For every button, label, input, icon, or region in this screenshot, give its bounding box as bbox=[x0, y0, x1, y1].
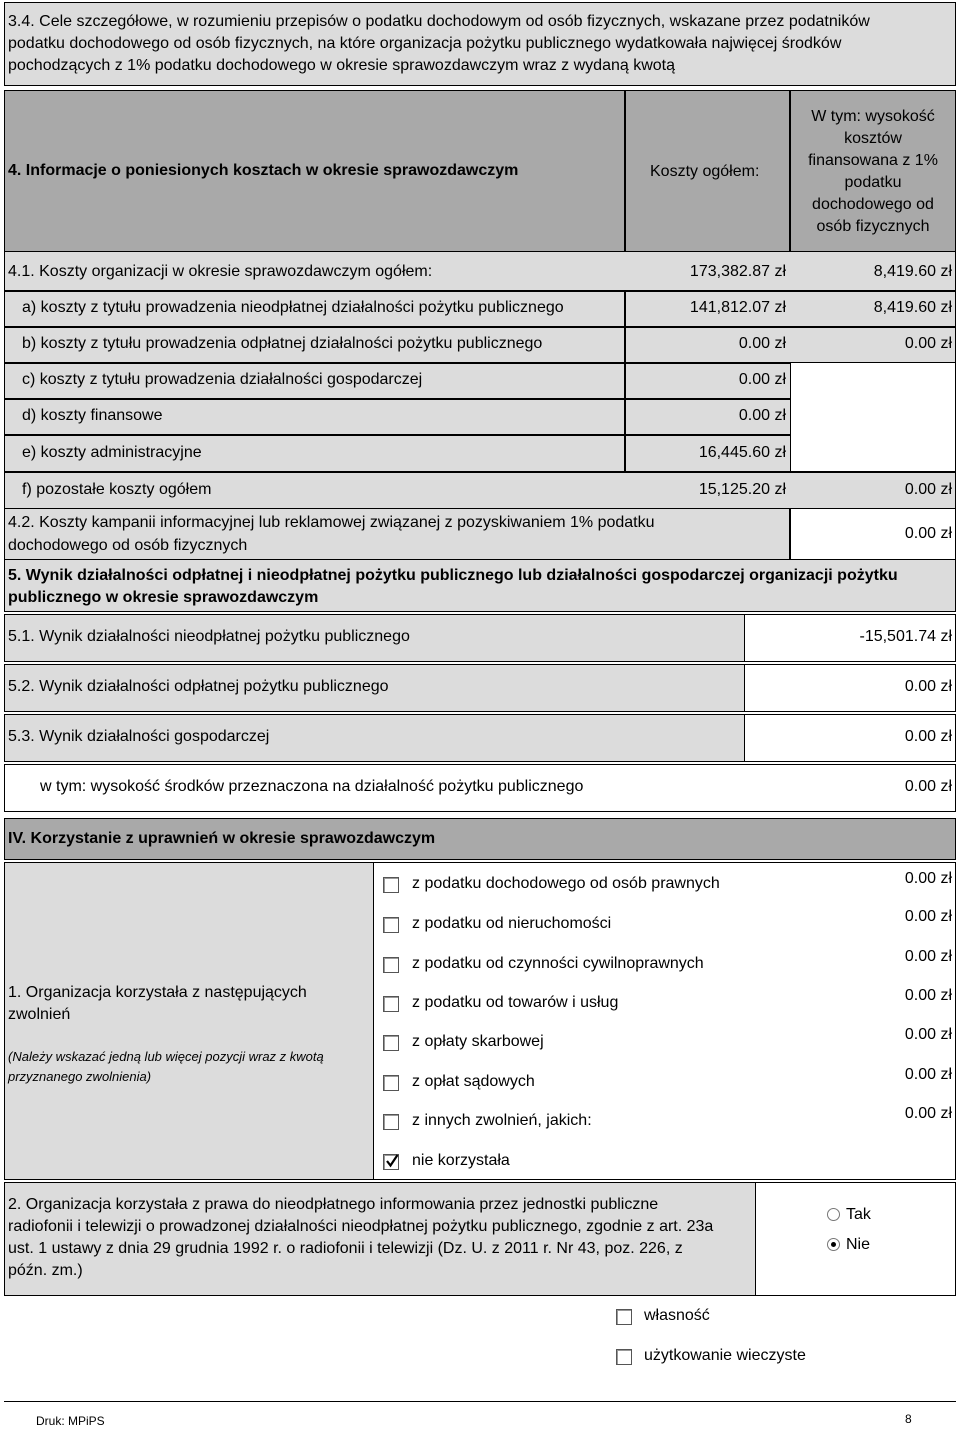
exemption-checkbox-vat[interactable] bbox=[383, 996, 399, 1012]
perpetual-usufruct-label: użytkowanie wieczyste bbox=[644, 1347, 806, 1364]
ownership-checkbox[interactable] bbox=[616, 1309, 632, 1325]
row-5-1-value: -15,501.74 zł bbox=[859, 628, 952, 645]
exemption-checkbox-property[interactable] bbox=[383, 917, 399, 933]
row-5-1-label: 5.1. Wynik działalności nieodpłatnej pożytku publicznego bbox=[8, 628, 410, 645]
row-5-2-label: 5.2. Wynik działalności odpłatnej pożytku publicznego bbox=[8, 678, 389, 695]
row-c-label: c) koszty z tytułu prowadzenia działalności gospodarczej bbox=[22, 371, 423, 388]
row-4-2-line1: 4.2. Koszty kampanii informacyjnej lub reklamowej związanej z pozyskiwaniem 1% podatku bbox=[8, 514, 655, 531]
ownership-label: własność bbox=[644, 1307, 710, 1324]
exemption-checkbox-pcc[interactable] bbox=[383, 957, 399, 973]
footer-print: Druk: MPiPS bbox=[36, 1414, 105, 1428]
row-4-2-value: 0.00 zł bbox=[904, 525, 952, 542]
footer-page-number: 8 bbox=[905, 1412, 912, 1426]
row-d-total: 0.00 zł bbox=[738, 407, 786, 424]
row-f-divider bbox=[4, 471, 956, 473]
row-e-divider bbox=[4, 434, 790, 436]
exemption-checkbox-stamp[interactable] bbox=[383, 1035, 399, 1051]
row-5-3-value: 0.00 zł bbox=[904, 728, 952, 745]
footer-divider bbox=[4, 1401, 956, 1402]
q1-note-line2: przyznanego zwolnienia) bbox=[8, 1069, 152, 1084]
exemption-value-cit[interactable]: 0.00 zł bbox=[904, 870, 952, 887]
row-f-1pct: 0.00 zł bbox=[904, 481, 952, 498]
exemption-label-cit: z podatku dochodowego od osób prawnych bbox=[412, 875, 720, 892]
section-3-4-line1: 3.4. Cele szczegółowe, w rozumieniu przepisów o podatku dochodowym od osób fizycznych, wskazane przez podatników bbox=[8, 13, 870, 30]
exemption-label-property: z podatku od nieruchomości bbox=[412, 915, 612, 932]
row-b-divider bbox=[4, 326, 956, 328]
row-b-label: b) koszty z tytułu prowadzenia odpłatnej działalności pożytku publicznego bbox=[22, 335, 543, 352]
blank-1pct-cde bbox=[790, 362, 956, 472]
q1-note-line1: (Należy wskazać jedną lub więcej pozycji wraz z kwotą bbox=[8, 1049, 324, 1064]
row-4-2-line2: dochodowego od osób fizycznych bbox=[8, 537, 248, 554]
exemption-checkbox-court[interactable] bbox=[383, 1075, 399, 1091]
section-3-4-line2: podatku dochodowego od osób fizycznych, na które organizacja pożytku publicznego wydatkowała najwięcej środków bbox=[8, 35, 842, 52]
row-e-total: 16,445.60 zł bbox=[698, 444, 786, 461]
exemption-checkbox-cit[interactable] bbox=[383, 877, 399, 893]
exemption-checkbox-other[interactable] bbox=[383, 1114, 399, 1130]
exemption-label-court: z opłat sądowych bbox=[412, 1073, 535, 1090]
section-5-title-line2: publicznego w okresie sprawozdawczym bbox=[8, 589, 319, 606]
row-c-total: 0.00 zł bbox=[738, 371, 786, 388]
exemption-value-property[interactable]: 0.00 zł bbox=[904, 908, 952, 925]
col-1pct-header: W tym: wysokość kosztów finansowana z 1% podatku dochodowego od osób fizycznych bbox=[808, 108, 938, 235]
q1-label-line2: zwolnień bbox=[8, 1006, 71, 1023]
exemption-value-stamp[interactable]: 0.00 zł bbox=[904, 1026, 952, 1043]
row-f-total: 15,125.20 zł bbox=[698, 481, 786, 498]
exemption-label-pcc: z podatku od czynności cywilnoprawnych bbox=[412, 955, 704, 972]
row-d-divider bbox=[4, 398, 790, 400]
row-5-4-value: 0.00 zł bbox=[904, 778, 952, 795]
q1-label-line1: 1. Organizacja korzystała z następujących bbox=[8, 984, 307, 1001]
row-4-1-total: 173,382.87 zł bbox=[689, 263, 786, 280]
exemption-checkbox-none[interactable] bbox=[383, 1154, 399, 1170]
row-a-box bbox=[4, 290, 956, 292]
section-5-title-line1: 5. Wynik działalności odpłatnej i nieodpłatnej pożytku publicznego lub działalności gospodarczej organizacji pożytku bbox=[8, 567, 898, 584]
exemption-label-other: z innych zwolnień, jakich: bbox=[412, 1112, 592, 1129]
row-4-1-1pct: 8,419.60 zł bbox=[873, 263, 952, 280]
row-d-label: d) koszty finansowe bbox=[22, 407, 163, 424]
cost-col-divider-1 bbox=[624, 290, 626, 472]
q2-line1: 2. Organizacja korzystała z prawa do nieodpłatnego informowania przez jednostki publiczne bbox=[8, 1196, 659, 1213]
col-total-header: Koszty ogółem: bbox=[650, 163, 760, 180]
q2-line2: radiofonii i telewizji o prowadzonej działalności nieodpłatnej pożytku publicznego, zgodnie z art. 23a bbox=[8, 1218, 714, 1235]
row-5-2-value: 0.00 zł bbox=[904, 678, 952, 695]
exemption-label-stamp: z opłaty skarbowej bbox=[412, 1033, 544, 1050]
row-5-4-label: w tym: wysokość środków przeznaczona na działalność pożytku publicznego bbox=[40, 778, 584, 795]
header-divider-1 bbox=[624, 90, 626, 252]
section-4-title: 4. Informacje o poniesionych kosztach w okresie sprawozdawczym bbox=[8, 162, 519, 179]
exemption-value-vat[interactable]: 0.00 zł bbox=[904, 987, 952, 1004]
row-e-label: e) koszty administracyjne bbox=[22, 444, 202, 461]
row-b-1pct: 0.00 zł bbox=[904, 335, 952, 352]
row-b-total: 0.00 zł bbox=[738, 335, 786, 352]
exemption-value-pcc[interactable]: 0.00 zł bbox=[904, 948, 952, 965]
radio-nie[interactable] bbox=[827, 1238, 840, 1251]
row-a-total: 141,812.07 zł bbox=[689, 299, 786, 316]
section-iv-title: IV. Korzystanie z uprawnień w okresie sprawozdawczym bbox=[8, 830, 436, 847]
row-a-1pct: 8,419.60 zł bbox=[873, 299, 952, 316]
q2-line3: ust. 1 ustawy z dnia 29 grudnia 1992 r. o radiofonii i telewizji (Dz. U. z 2011 r. Nr 43, poz. 226, z bbox=[8, 1240, 683, 1257]
row-5-3-label: 5.3. Wynik działalności gospodarczej bbox=[8, 728, 270, 745]
perpetual-usufruct-checkbox[interactable] bbox=[616, 1349, 632, 1365]
header-divider-2 bbox=[789, 90, 791, 252]
exemption-label-none: nie korzystała bbox=[412, 1152, 510, 1169]
exemption-value-court[interactable]: 0.00 zł bbox=[904, 1066, 952, 1083]
row-a-label: a) koszty z tytułu prowadzenia nieodpłatnej działalności pożytku publicznego bbox=[22, 299, 564, 316]
section-3-4-line3: pochodzących z 1% podatku dochodowego w okresie sprawozdawczym wraz z wydaną kwotą bbox=[8, 57, 676, 74]
row-f-label: f) pozostałe koszty ogółem bbox=[22, 481, 212, 498]
radio-nie-label: Nie bbox=[846, 1236, 871, 1253]
check-mark-icon bbox=[385, 1153, 399, 1169]
exemption-label-vat: z podatku od towarów i usług bbox=[412, 994, 619, 1011]
exemption-value-other[interactable]: 0.00 zł bbox=[904, 1105, 952, 1122]
row-4-1-label: 4.1. Koszty organizacji w okresie sprawozdawczym ogółem: bbox=[8, 263, 433, 280]
radio-tak-label: Tak bbox=[846, 1206, 871, 1223]
radio-tak[interactable] bbox=[827, 1208, 840, 1221]
q2-line4: późn. zm.) bbox=[8, 1262, 83, 1279]
